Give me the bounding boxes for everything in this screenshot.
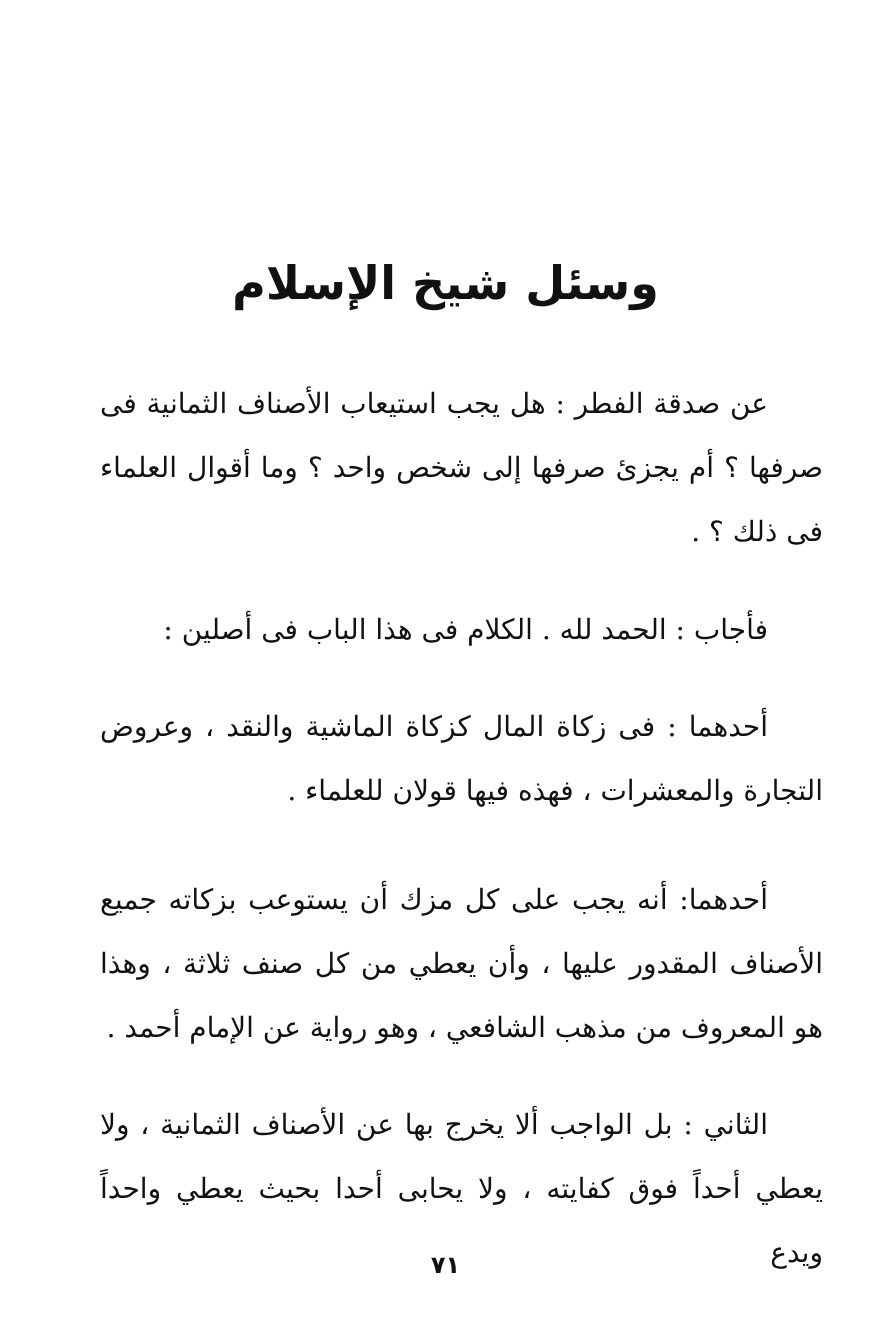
page-number: ٧١ (430, 1251, 461, 1279)
question-paragraph: عن صدقة الفطر : هل يجب استيعاب الأصناف الثمانية فى صرفها ؟ أم يجزئ صرفها إلى شخص واحد ؟ وما أقوال العلماء فى ذلك ؟ . (100, 387, 823, 548)
second-opinion-paragraph: الثاني : بل الواجب ألا يخرج بها عن الأصناف الثمانية ، ولا يعطي أحداً فوق كفايته ، ولا يحابى أحدا بحيث يعطي واحداً ويدع (100, 1108, 823, 1269)
section-heading: وسئل شيخ الإسلام (232, 256, 659, 310)
first-principle-paragraph: أحدهما : فى زكاة المال كزكاة الماشية والنقد ، وعروض التجارة والمعشرات ، فهذه فيها قولان للعلماء . (100, 710, 823, 807)
answer-paragraph: فأجاب : الحمد لله . الكلام فى هذا الباب فى أصلين : (163, 613, 768, 646)
first-opinion-paragraph: أحدهما: أنه يجب على كل مزك أن يستوعب بزكاته جميع الأصناف المقدور عليها ، وأن يعطي من كل صنف ثلاثة ، وهذا هو المعروف من مذهب الشافعي ، وهو رواية عن الإمام أحمد . (100, 883, 823, 1044)
